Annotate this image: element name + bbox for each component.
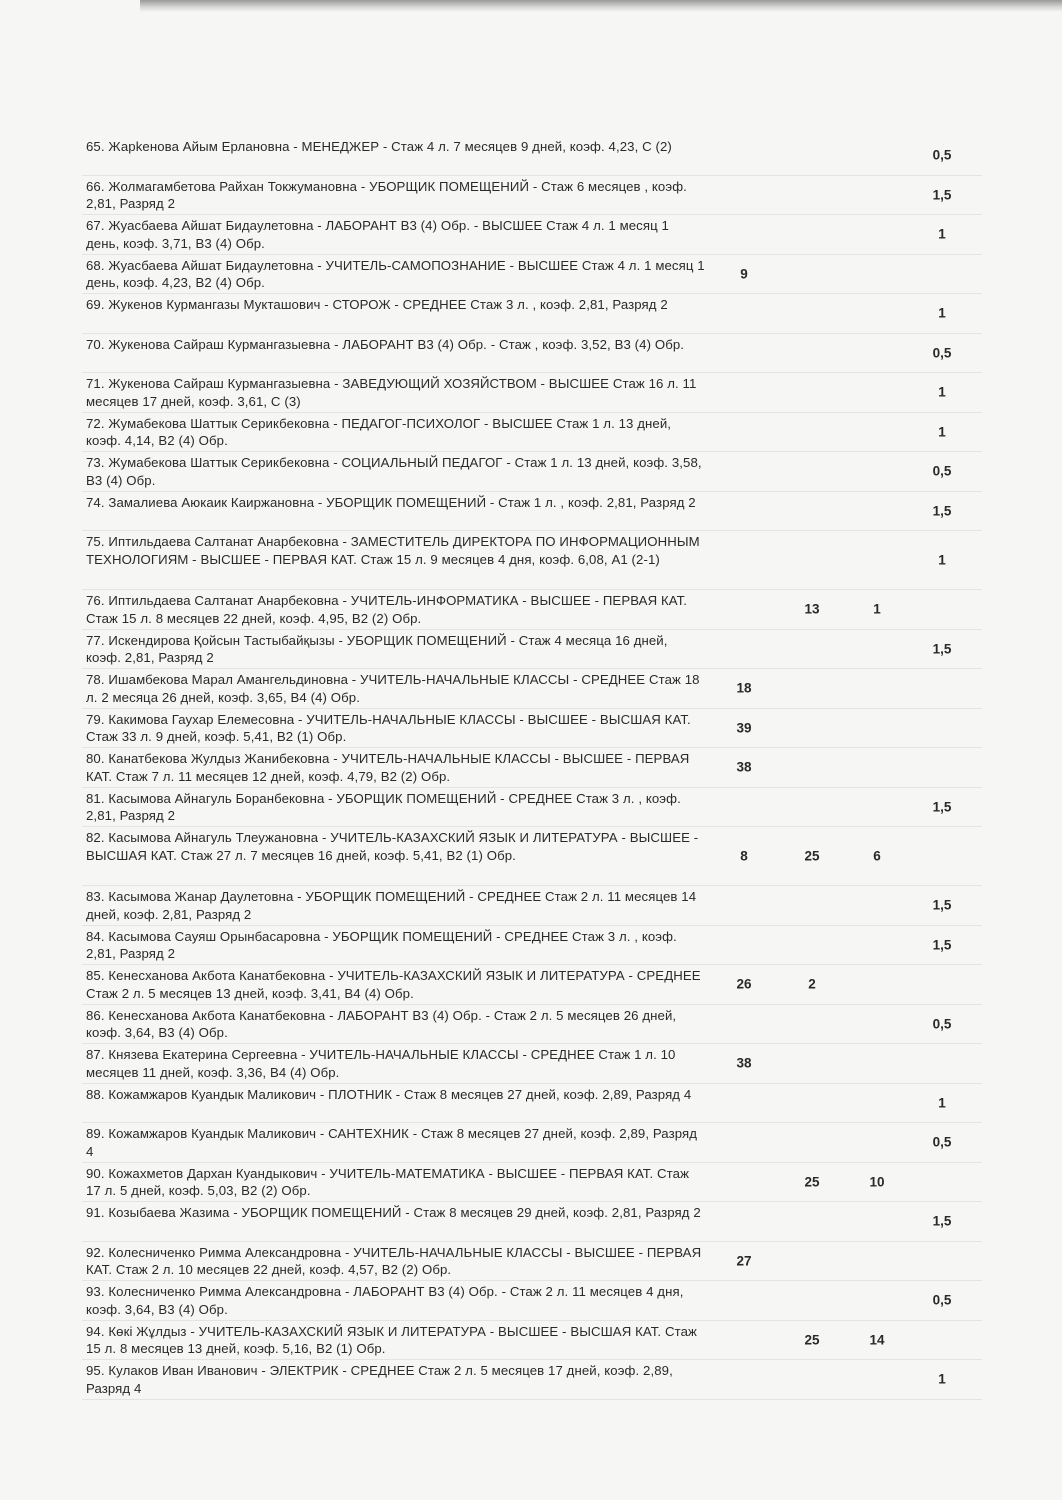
table-row — [82, 1281, 982, 1321]
employee-description: 68. Жуасбаева Айшат Бидаулетовна - УЧИТЕЛЬ-САМОПОЗНАНИЕ - ВЫСШЕЕ Стаж 4 л. 1 месяц 1 день, коэф. 4,23, В2 (4) Обр. — [86, 257, 705, 290]
hours-cell-c4: 1,5 — [932, 187, 952, 203]
employee-description: 84. Касымова Сауяш Орынбасаровна - УБОРЩИК ПОМЕЩЕНИЙ - СРЕДНЕЕ Стаж 3 л. , коэф. 2,81, Разряд 2 — [86, 928, 677, 961]
hours-cell-c3: 10 — [869, 1174, 885, 1190]
table-row — [82, 1005, 982, 1045]
employee-description: 76. Иптильдаева Салтанат Анарбековна - УЧИТЕЛЬ-ИНФОРМАТИКА - ВЫСШЕЕ - ПЕРВАЯ КАТ. Стаж 15 л. 8 месяцев 22 дней, коэф. 4,95, В2 (2) Обр. — [86, 593, 688, 626]
hours-cell-c1: 39 — [736, 720, 752, 736]
table-row — [82, 1123, 982, 1163]
employee-description: 86. Кенесханова Акбота Канатбековна - ЛАБОРАНТ В3 (4) Обр. - Стаж 2 л. 5 месяцев 26 дней, коэф. 3,64, В3 (4) Обр. — [86, 1007, 677, 1040]
employee-description: 67. Жуасбаева Айшат Бидаулетовна - ЛАБОРАНТ В3 (4) Обр. - ВЫСШЕЕ Стаж 4 л. 1 месяц 1 день, коэф. 3,71, В3 (4) Обр. — [86, 218, 669, 251]
employee-description: 94. Көкі Жұлдыз - УЧИТЕЛЬ-КАЗАХСКИЙ ЯЗЫК И ЛИТЕРАТУРА - ВЫСШЕЕ - ВЫСШАЯ КАТ. Стаж 15 л. 8 месяцев 13 дней, коэф. 5,16, В2 (1) Обр. — [86, 1323, 697, 1356]
employee-description: 82. Касымова Айнагуль Тлеужановна - УЧИТЕЛЬ-КАЗАХСКИЙ ЯЗЫК И ЛИТЕРАТУРА - ВЫСШЕЕ - ВЫСШАЯ КАТ. Стаж 27 л. 7 месяцев 16 дней, коэф. 5,41, В2 (1) Обр. — [86, 830, 699, 863]
table-row — [82, 669, 982, 709]
hours-cell-c1: 26 — [736, 976, 752, 992]
hours-cell-c4: 1 — [938, 552, 946, 568]
employee-description: 77. Искендирова Қойсын Тастыбайқызы - УБОРЩИК ПОМЕЩЕНИЙ - Стаж 4 месяца 16 дней, коэф. 2,81, Разряд 2 — [86, 632, 668, 665]
scan-edge — [140, 0, 1062, 12]
table-row — [82, 215, 982, 255]
employee-description: 87. Князева Екатерина Сергеевна - УЧИТЕЛЬ-НАЧАЛЬНЫЕ КЛАССЫ - СРЕДНЕЕ Стаж 1 л. 10 месяцев 11 дней, коэф. 3,36, В4 (4) Обр. — [86, 1047, 676, 1080]
hours-cell-c1: 38 — [736, 1055, 752, 1071]
employee-description: 65. Жарkенова Айым Ерлановна - МЕНЕДЖЕР - Стаж 4 л. 7 месяцев 9 дней, коэф. 4,23, С (2) — [86, 139, 672, 154]
hours-cell-c4: 0,5 — [932, 345, 952, 361]
table-row — [82, 926, 982, 966]
hours-cell-c2: 2 — [808, 976, 816, 992]
table-row — [82, 255, 982, 295]
table-row — [82, 827, 982, 886]
hours-cell-c4: 0,5 — [932, 1292, 952, 1308]
table-row — [82, 294, 982, 334]
table-row — [82, 788, 982, 828]
employee-description: 75. Иптильдаева Салтанат Анарбековна - ЗАМЕСТИТЕЛЬ ДИРЕКТОРА ПО ИНФОРМАЦИОННЫМ ТЕХНОЛОГИЯМ - ВЫСШЕЕ - ПЕРВАЯ КАТ. Стаж 15 л. 9 месяцев 4 дня, коэф. 6,08, А1 (2-1) — [86, 534, 700, 567]
employee-description: 81. Касымова Айнагуль Боранбековна - УБОРЩИК ПОМЕЩЕНИЙ - СРЕДНЕЕ Стаж 3 л. , коэф. 2,81, Разряд 2 — [86, 790, 681, 823]
hours-cell-c4: 1,5 — [932, 799, 952, 815]
table-row — [82, 452, 982, 492]
hours-cell-c2: 25 — [804, 848, 820, 864]
table-row — [82, 1242, 982, 1282]
employee-description: 71. Жукенова Сайраш Курмангазыевна - ЗАВЕДУЮЩИЙ ХОЗЯЙСТВОМ - ВЫСШЕЕ Стаж 16 л. 11 месяцев 17 дней, коэф. 3,61, С (3) — [86, 376, 697, 409]
employee-description: 73. Жумабекова Шаттык Серикбековна - СОЦИАЛЬНЫЙ ПЕДАГОГ - Стаж 1 л. 13 дней, коэф. 3,58, В3 (4) Обр. — [86, 455, 702, 488]
table-row — [82, 709, 982, 749]
employee-description: 95. Кулаков Иван Иванович - ЭЛЕКТРИК - СРЕДНЕЕ Стаж 2 л. 5 месяцев 17 дней, коэф. 2,89, Разряд 4 — [86, 1363, 673, 1396]
table-row — [82, 630, 982, 670]
hours-cell-c4: 1,5 — [932, 641, 952, 657]
employee-description: 89. Кожамжаров Куандык Маликович - САНТЕХНИК - Стаж 8 месяцев 27 дней, коэф. 2,89, Разряд 4 — [86, 1126, 698, 1159]
table-row — [82, 1044, 982, 1084]
table-row — [82, 748, 982, 788]
hours-cell-c1: 38 — [736, 759, 752, 775]
table-row — [82, 176, 982, 216]
table-row — [82, 590, 982, 630]
table-row — [82, 1084, 982, 1124]
employee-description: 66. Жолмагамбетова Райхан Токжумановна - УБОРЩИК ПОМЕЩЕНИЙ - Стаж 6 месяцев , коэф. 2,81, Разряд 2 — [86, 178, 687, 211]
table-row — [82, 531, 982, 590]
staff-table — [82, 136, 982, 1400]
employee-description: 70. Жукенова Сайраш Курмангазыевна - ЛАБОРАНТ В3 (4) Обр. - Стаж , коэф. 3,52, В3 (4) Обр. — [86, 336, 685, 352]
employee-description: 80. Канатбекова Жулдыз Жанибековна - УЧИТЕЛЬ-НАЧАЛЬНЫЕ КЛАССЫ - ВЫСШЕЕ - ПЕРВАЯ КАТ. Стаж 7 л. 11 месяцев 12 дней, коэф. 4,79, В2 (2) Обр. — [86, 751, 690, 784]
hours-cell-c1: 27 — [736, 1253, 752, 1269]
hours-cell-c4: 0,5 — [932, 1016, 952, 1032]
table-row — [82, 373, 982, 413]
hours-cell-c4: 1,5 — [932, 1213, 952, 1229]
table-row — [82, 413, 982, 453]
hours-cell-c1: 8 — [740, 848, 748, 864]
table-row — [82, 1163, 982, 1203]
table-row — [82, 136, 982, 176]
hours-cell-c1: 9 — [740, 266, 748, 282]
employee-description: 91. Козыбаева Жазима - УБОРЩИК ПОМЕЩЕНИЙ - Стаж 8 месяцев 29 дней, коэф. 2,81, Разряд 2 — [86, 1205, 701, 1220]
hours-cell-c4: 0,5 — [932, 1134, 952, 1150]
employee-description: 90. Кожахметов Дархан Куандыкович - УЧИТЕЛЬ-МАТЕМАТИКА - ВЫСШЕЕ - ПЕРВАЯ КАТ. Стаж 17 л. 5 дней, коэф. 5,03, В2 (2) Обр. — [86, 1165, 690, 1198]
employee-description: 85. Кенесханова Акбота Канатбековна - УЧИТЕЛЬ-КАЗАХСКИЙ ЯЗЫК И ЛИТЕРАТУРА - СРЕДНЕЕ Стаж 2 л. 5 месяцев 13 дней, коэф. 3,41, В4 (4) Обр. — [86, 968, 701, 1001]
hours-cell-c3: 6 — [873, 848, 881, 864]
employee-description: 92. Колесниченко Римма Александровна - УЧИТЕЛЬ-НАЧАЛЬНЫЕ КЛАССЫ - ВЫСШЕЕ - ПЕРВАЯ КАТ. Стаж 2 л. 10 месяцев 22 дней, коэф. 4,57, В2 (2) Обр. — [86, 1244, 702, 1277]
hours-cell-c2: 13 — [804, 601, 820, 617]
hours-cell-c3: 14 — [869, 1332, 885, 1348]
hours-cell-c4: 1,5 — [932, 937, 952, 953]
hours-cell-c4: 1 — [938, 305, 946, 321]
table-row — [82, 492, 982, 532]
table-row — [82, 1202, 982, 1242]
employee-description: 72. Жумабекова Шаттык Серикбековна - ПЕДАГОГ-ПСИХОЛОГ - ВЫСШЕЕ Стаж 1 л. 13 дней, коэф. 4,14, В2 (4) Обр. — [86, 415, 672, 448]
hours-cell-c4: 1 — [938, 1371, 946, 1387]
hours-cell-c2: 25 — [804, 1332, 820, 1348]
hours-cell-c4: 0,5 — [932, 147, 952, 163]
employee-description: 83. Касымова Жанар Даулетовна - УБОРЩИК ПОМЕЩЕНИЙ - СРЕДНЕЕ Стаж 2 л. 11 месяцев 14 дней, коэф. 2,81, Разряд 2 — [86, 889, 697, 922]
employee-description: 78. Ишамбекова Марал Амангельдиновна - УЧИТЕЛЬ-НАЧАЛЬНЫЕ КЛАССЫ - СРЕДНЕЕ Стаж 18 л. 2 месяца 26 дней, коэф. 3,65, В4 (4) Обр. — [86, 672, 700, 705]
hours-cell-c2: 25 — [804, 1174, 820, 1190]
employee-description: 79. Какимова Гаухар Елемесовна - УЧИТЕЛЬ-НАЧАЛЬНЫЕ КЛАССЫ - ВЫСШЕЕ - ВЫСШАЯ КАТ. Стаж 33 л. 9 дней, коэф. 5,41, В2 (1) Обр. — [86, 711, 691, 744]
hours-cell-c3: 1 — [873, 601, 881, 617]
hours-cell-c4: 1 — [938, 384, 946, 400]
hours-cell-c4: 0,5 — [932, 463, 952, 479]
employee-description: 69. Жукенов Курмангазы Мукташович - СТОРОЖ - СРЕДНЕЕ Стаж 3 л. , коэф. 2,81, Разряд 2 — [86, 297, 668, 312]
table-row — [82, 1321, 982, 1361]
table-row — [82, 886, 982, 926]
hours-cell-c4: 1,5 — [932, 503, 952, 519]
table-row — [82, 965, 982, 1005]
hours-cell-c1: 18 — [736, 680, 752, 696]
hours-cell-c4: 1 — [938, 424, 946, 440]
employee-description: 74. Замалиева Аюкаик Каиржановна - УБОРЩИК ПОМЕЩЕНИЙ - Стаж 1 л. , коэф. 2,81, Разряд 2 — [86, 494, 696, 510]
table-row — [82, 1360, 982, 1400]
hours-cell-c4: 1 — [938, 1095, 946, 1111]
table-row — [82, 334, 982, 374]
hours-cell-c4: 1 — [938, 226, 946, 242]
hours-cell-c4: 1,5 — [932, 897, 952, 913]
employee-description: 93. Колесниченко Римма Александровна - ЛАБОРАНТ В3 (4) Обр. - Стаж 2 л. 11 месяцев 4 дня, коэф. 3,64, В3 (4) Обр. — [86, 1284, 684, 1317]
employee-description: 88. Кожамжаров Куандык Маликович - ПЛОТНИК - Стаж 8 месяцев 27 дней, коэф. 2,89, Разряд 4 — [86, 1086, 692, 1102]
